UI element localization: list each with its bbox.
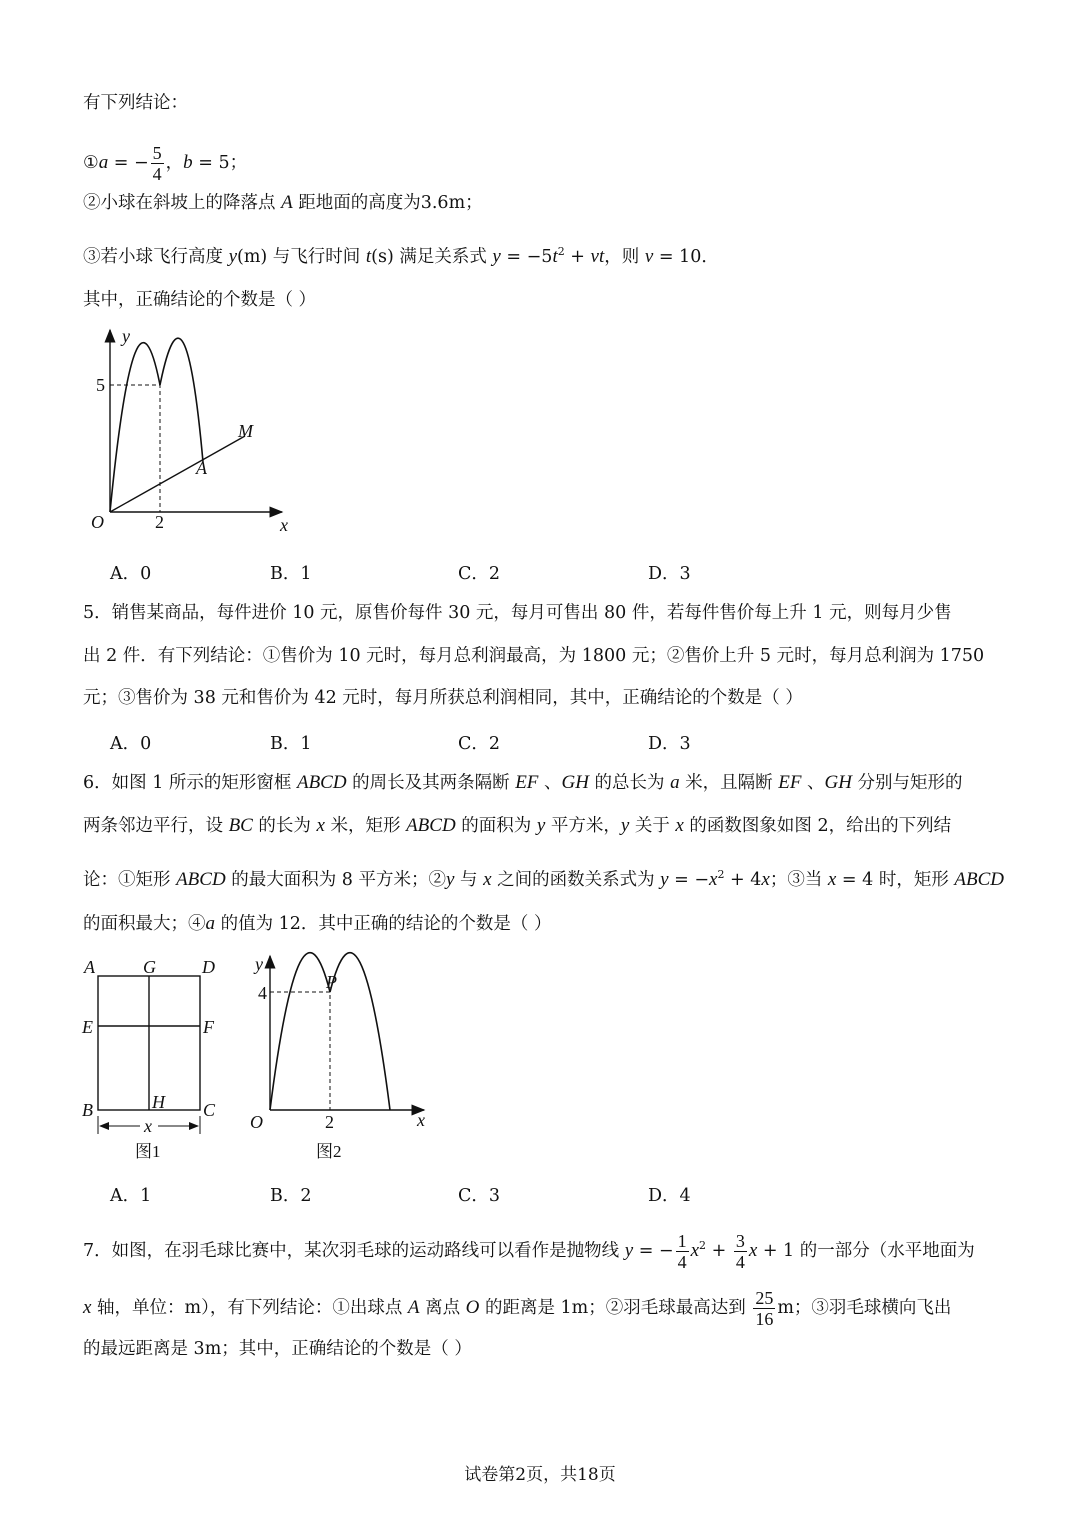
text-segment: = −5 — [500, 246, 553, 267]
option-b[interactable]: B．1 — [270, 564, 312, 584]
math-variable: y — [228, 245, 237, 267]
text-segment: 的周长及其两条隔断 — [346, 773, 516, 793]
text-segment: = 10． — [653, 246, 719, 267]
label-e: E — [82, 1017, 93, 1037]
text-segment: ，则 — [604, 246, 645, 267]
text-segment: ① — [83, 153, 99, 173]
option-d[interactable]: D．3 — [648, 564, 691, 584]
option-c[interactable]: C．3 — [458, 1186, 501, 1206]
math-variable: O — [465, 1297, 480, 1318]
math-variable: v — [644, 245, 654, 267]
q6-line — [83, 771, 963, 795]
label-g: G — [143, 957, 156, 977]
option-c[interactable]: C．2 — [458, 734, 501, 754]
page-footer: 试卷第2页，共18页 — [464, 1465, 616, 1485]
text-segment: (m) 与飞行时间 — [237, 246, 366, 267]
math-variable: A — [281, 192, 293, 213]
option-a[interactable]: A．0 — [110, 564, 152, 584]
math-variable: a — [205, 913, 215, 934]
tick-2: 2 — [325, 1112, 334, 1132]
math-variable: x — [316, 815, 325, 836]
math-variable: x — [675, 815, 684, 836]
text-segment: 的面积最大；④ — [83, 914, 206, 934]
math-variable: x — [83, 1297, 92, 1318]
fraction — [753, 1288, 775, 1329]
text-segment: 米，矩形 — [324, 816, 407, 836]
x-axis-label: x — [280, 515, 288, 535]
q5-line — [83, 686, 803, 710]
numerator: 5 — [152, 143, 162, 163]
text-segment: 的最远距离是 3m；其中，正确结论的个数是（ ） — [83, 1339, 472, 1359]
tick-2: 2 — [155, 512, 164, 532]
superscript: 2 — [699, 1239, 707, 1253]
math-variable: b — [183, 152, 193, 173]
tick-5: 5 — [96, 375, 105, 395]
text-segment: ， — [165, 153, 184, 173]
option-d[interactable]: D．3 — [648, 734, 691, 754]
option-a[interactable]: A．1 — [110, 1186, 152, 1206]
math-variable: x — [483, 868, 492, 890]
label-d: D — [202, 957, 215, 977]
denominator: 4 — [152, 164, 162, 184]
math-variable: EF — [515, 772, 539, 793]
q7-line — [83, 1231, 975, 1272]
text-segment: 距地面的高度为3.6m； — [292, 193, 483, 213]
math-variable: y — [624, 1240, 634, 1261]
math-variable: ABCD — [296, 772, 347, 793]
y-axis-label: y — [255, 954, 263, 974]
option-c[interactable]: C．2 — [458, 564, 501, 584]
numerator: 25 — [755, 1288, 774, 1308]
math-variable: y — [492, 245, 501, 267]
q5-line — [83, 601, 952, 625]
option-d[interactable]: D．4 — [648, 1186, 691, 1206]
numerator: 3 — [735, 1231, 745, 1251]
text-segment: 米，且隔断 — [679, 773, 779, 793]
text-segment: = − — [633, 1241, 674, 1261]
math-variable: vt — [590, 245, 605, 267]
math-variable: GH — [824, 772, 852, 793]
math-variable: y — [620, 815, 630, 836]
text-segment: + — [706, 1241, 732, 1261]
text-segment: m；③羽毛球横向飞出 — [777, 1298, 952, 1318]
superscript: 2 — [717, 868, 725, 881]
window-frame-figure — [98, 976, 200, 1134]
math-variable: ABCD — [176, 868, 226, 890]
text-segment: 平方米， — [545, 816, 621, 836]
math-variable: BC — [228, 815, 253, 836]
math-variable: EF — [778, 772, 802, 793]
denominator: 16 — [755, 1309, 774, 1329]
text-segment: 的长为 — [252, 816, 317, 836]
text-segment: 的值为 12．其中正确的结论的个数是（ ） — [215, 914, 552, 934]
math-variable: x — [761, 868, 770, 890]
point-a-label: A — [196, 458, 207, 478]
text-segment: 关于 — [629, 816, 676, 836]
text-segment: 元；③售价为 38 元和售价为 42 元时，每月所获总利润相同，其中，正确结论的个数是（ ） — [83, 688, 803, 708]
text-segment: 论：①矩形 — [83, 869, 177, 890]
text-segment: 5．销售某商品，每件进价 10 元，原售价每件 30 元，每月可售出 80 件，若每件售价每上升 1 元，则每月少售 — [83, 603, 952, 623]
figure2-caption: 图2 — [316, 1142, 342, 1161]
numerator: 1 — [677, 1231, 687, 1251]
text-segment: + — [564, 246, 591, 267]
math-variable: y — [446, 868, 455, 890]
text-segment: 的总长为 — [588, 773, 671, 793]
text-segment: ；③当 — [769, 869, 828, 890]
math-variable: A — [407, 1297, 420, 1318]
label-h: H — [152, 1092, 165, 1112]
math-variable: y — [660, 868, 669, 890]
text-segment: 的最大面积为 8 平方米；② — [225, 869, 446, 890]
area-graph — [270, 953, 424, 1110]
q7-line — [83, 1288, 951, 1329]
text-segment: 的面积为 — [455, 816, 537, 836]
text-segment: ③若小球飞行高度 — [83, 246, 229, 267]
text-segment: 、 — [538, 773, 562, 793]
math-variable: x — [827, 868, 837, 890]
denominator: 4 — [735, 1252, 745, 1272]
text-segment: 分别与矩形的 — [851, 773, 963, 793]
math-variable: ABCD — [406, 815, 456, 836]
text-segment: 、 — [801, 773, 825, 793]
math-variable: a — [670, 772, 680, 793]
math-variable: y — [536, 815, 546, 836]
q6-line — [83, 912, 551, 936]
q6-line — [83, 814, 951, 838]
denominator: 4 — [677, 1252, 687, 1272]
option-a[interactable]: A．0 — [110, 734, 152, 754]
text-segment: 离点 — [419, 1298, 466, 1318]
q7-line — [83, 1337, 472, 1361]
x-axis-label: x — [417, 1110, 425, 1130]
option-b[interactable]: B．1 — [270, 734, 312, 754]
text-segment: 之间的函数关系式为 — [491, 869, 661, 890]
label-f: F — [203, 1017, 214, 1037]
text-segment: 的函数图象如图 2，给出的下列结 — [683, 816, 952, 836]
y-axis-label: y — [122, 326, 130, 346]
math-variable: x — [709, 868, 718, 890]
text-segment: 6．如图 1 所示的矩形窗框 — [83, 773, 297, 793]
text-segment: = − — [668, 869, 710, 890]
text-segment: 与 — [454, 869, 484, 890]
vertex-p-label: P — [326, 972, 337, 992]
q6-line — [83, 863, 1004, 892]
q5-line — [83, 644, 984, 668]
text-segment: 轴，单位：m），有下列结论：①出球点 — [91, 1298, 408, 1318]
q4-graph — [110, 330, 282, 512]
text-segment: = − — [108, 153, 149, 173]
label-x: x — [144, 1116, 152, 1136]
math-variable: t — [552, 245, 558, 267]
superscript: 2 — [557, 245, 565, 258]
fraction — [676, 1231, 689, 1272]
label-c: C — [203, 1100, 216, 1120]
point-m-label: M — [238, 421, 253, 441]
text-segment: = 5； — [192, 153, 248, 173]
text-segment: + 4 — [724, 869, 762, 890]
math-variable: ABCD — [954, 868, 1005, 890]
text-segment: + 1 的一部分（水平地面为 — [757, 1241, 975, 1261]
math-variable: t — [365, 245, 372, 267]
math-variable: x — [748, 1240, 758, 1261]
tick-4: 4 — [258, 983, 267, 1003]
text-segment: (s) 满足关系式 — [371, 246, 493, 267]
slope-line-om — [110, 436, 245, 512]
fraction — [734, 1231, 747, 1272]
text-segment: 出 2 件．有下列结论：①售价为 10 元时，每月总利润最高，为 1800 元；②售价上升 5 元时，每月总利润为 1750 — [83, 646, 985, 666]
option-b[interactable]: B．2 — [270, 1186, 312, 1206]
text-segment: 7．如图，在羽毛球比赛中，某次羽毛球的运动路线可以看作是抛物线 — [83, 1241, 625, 1261]
text-segment: 的距离是 1m；②羽毛球最高达到 — [479, 1298, 752, 1318]
origin-label: O — [250, 1112, 263, 1132]
text-segment: 两条邻边平行，设 — [83, 816, 229, 836]
text-segment: ②小球在斜坡上的降落点 — [83, 193, 282, 213]
math-variable: x — [690, 1240, 700, 1261]
label-a: A — [84, 957, 95, 977]
math-variable: a — [98, 152, 109, 173]
label-b: B — [82, 1100, 93, 1120]
text-segment: 其中，正确结论的个数是（ ） — [83, 290, 317, 310]
origin-label: O — [91, 512, 104, 532]
text-segment: 有下列结论： — [83, 93, 188, 113]
text-segment: = 4 时，矩形 — [836, 869, 955, 890]
figure1-caption: 图1 — [135, 1142, 161, 1161]
math-variable: GH — [561, 772, 589, 793]
